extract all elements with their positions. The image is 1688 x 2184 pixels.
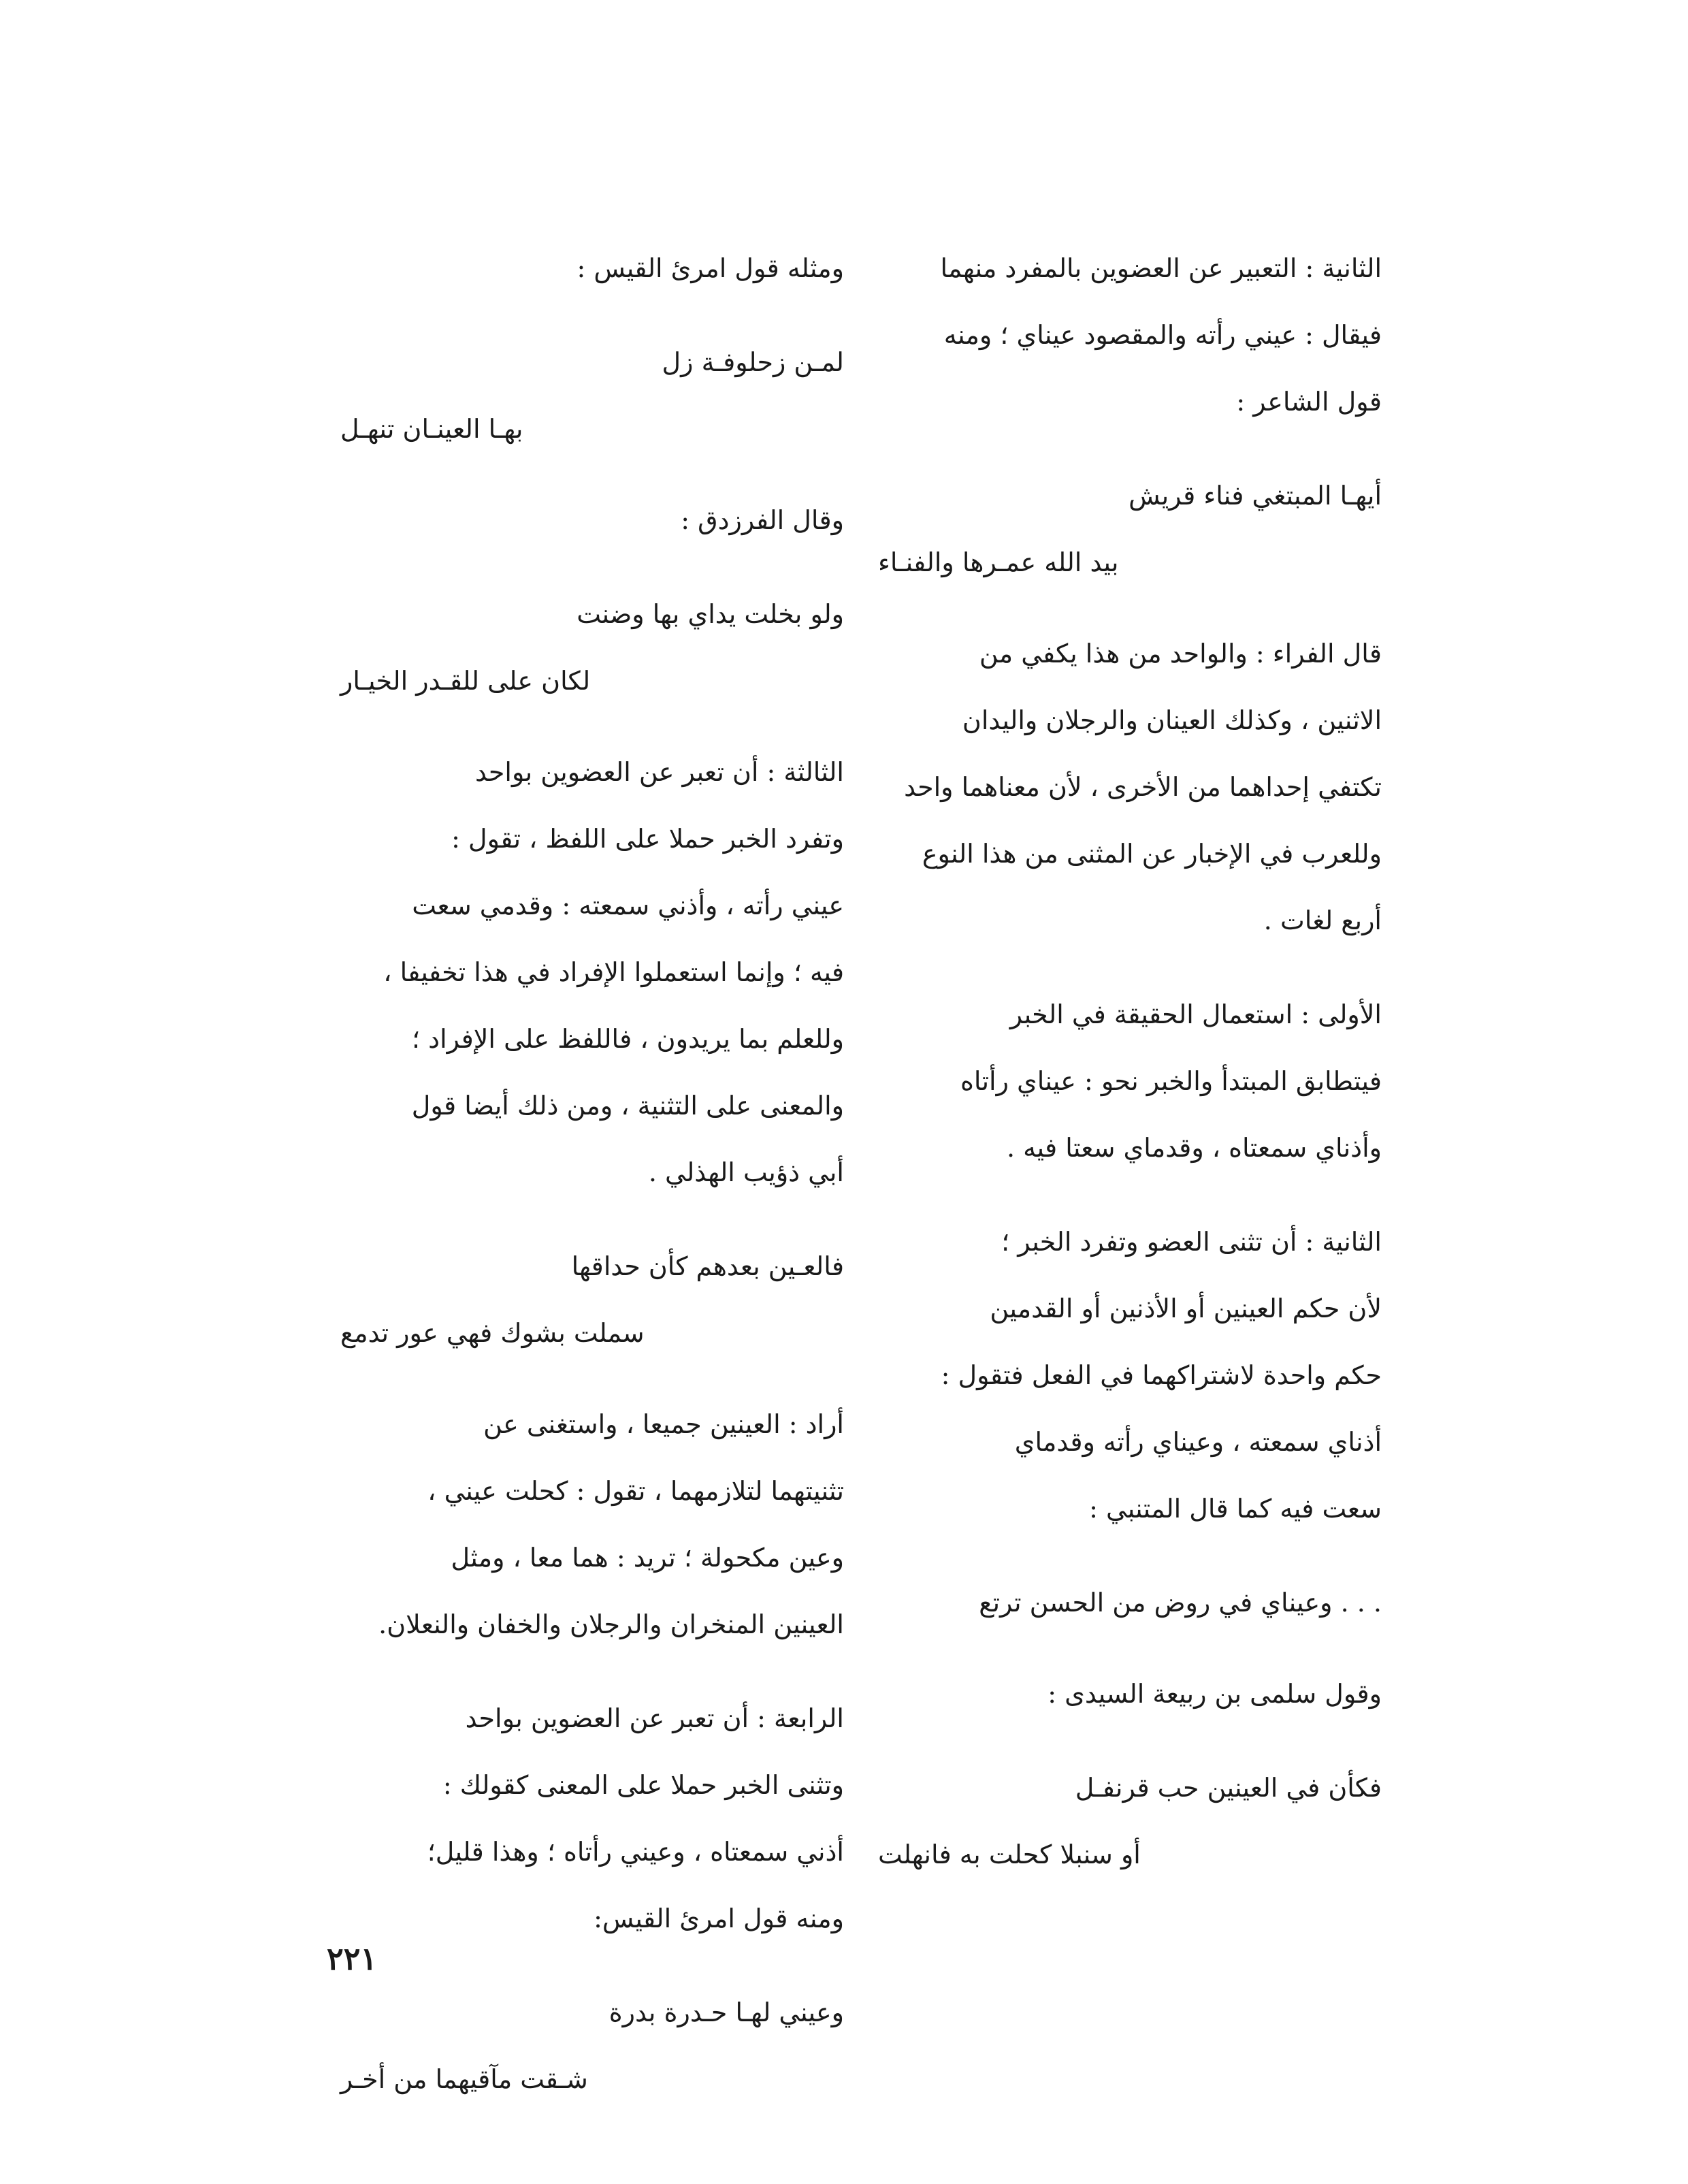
right-column bbox=[864, 235, 1382, 1912]
paragraph bbox=[864, 620, 1382, 954]
paragraph bbox=[864, 1660, 1382, 1727]
verse-second-hemistich: بهـا العينـان تنهـل bbox=[340, 414, 523, 444]
text-line: حكم واحدة لاشتراكهما في الفعل فتقول : bbox=[941, 1360, 1382, 1390]
text-line: سعت فيه كما قال المتنبي : bbox=[1089, 1494, 1382, 1524]
text-line: وقول سلمى بن ربيعة السيدى : bbox=[1048, 1679, 1382, 1709]
text-line: الاثنين ، وكذلك العينان والرجلان واليدان bbox=[962, 705, 1382, 735]
verse bbox=[327, 1979, 844, 2113]
verse bbox=[864, 462, 1382, 596]
text-line: العينين المنخران والرجلان والخفان والنعلان. bbox=[378, 1609, 844, 1639]
text-line: فيه ؛ وإنما استعملوا الإفراد في هذا تخفيفا ، bbox=[383, 957, 844, 987]
text-line: وتفرد الخبر حملا على اللفظ ، تقول : bbox=[451, 824, 844, 854]
verse-first-hemistich: ولو بخلت يداي بها وضنت bbox=[577, 599, 844, 629]
text-line: وقال الفرزدق : bbox=[681, 505, 844, 535]
text-line: تكتفي إحداهما من الأخرى ، لأن معناهما واحد bbox=[904, 772, 1382, 802]
text-line: فيتطابق المبتدأ والخبر نحو : عيناي رأتاه bbox=[960, 1066, 1382, 1096]
verse bbox=[327, 329, 844, 462]
verse bbox=[864, 1754, 1382, 1888]
text-line: وللعرب في الإخبار عن المثنى من هذا النوع bbox=[922, 839, 1382, 869]
text-line: تثنيتهما لتلازمهما ، تقول : كحلت عيني ، bbox=[427, 1476, 844, 1506]
page-number: ٢٢١ bbox=[327, 1940, 378, 1977]
paragraph bbox=[327, 739, 844, 1206]
verse bbox=[864, 1569, 1382, 1636]
verse-second-hemistich: بيد الله عمـرها والفنـاء bbox=[878, 547, 1119, 577]
text-line: قال الفراء : والواحد من هذا يكفي من bbox=[979, 639, 1382, 669]
verse bbox=[327, 1233, 844, 1366]
text-line: لأن حكم العينين أو الأذنين أو القدمين bbox=[990, 1294, 1382, 1323]
verse-second-hemistich: لكان على للقـدر الخيـار bbox=[340, 666, 591, 696]
verse-first-hemistich: فكأن في العينين حب قرنفـل bbox=[1075, 1773, 1382, 1803]
text-line: وعين مكحولة ؛ تريد : هما معا ، ومثل bbox=[451, 1543, 844, 1573]
paragraph bbox=[864, 235, 1382, 435]
text-line: عيني رأته ، وأذني سمعته : وقدمي سعت bbox=[412, 890, 844, 920]
text-line: أبي ذؤيب الهذلي . bbox=[648, 1157, 844, 1187]
text-line: أذني سمعتاه ، وعيني رأتاه ؛ وهذا قليل؛ bbox=[427, 1837, 844, 1867]
text-line: قول الشاعر : bbox=[1236, 387, 1382, 417]
paragraph bbox=[327, 1391, 844, 1658]
text-line: الثالثة : أن تعبر عن العضوين بواحد bbox=[474, 757, 844, 787]
verse-first-hemistich: فالعـين بعدهم كأن حداقها bbox=[571, 1251, 844, 1281]
text-line: وتثنى الخبر حملا على المعنى كقولك : bbox=[442, 1770, 844, 1800]
paragraph bbox=[327, 235, 844, 302]
paragraph bbox=[327, 1685, 844, 1952]
text-line: أذناي سمعته ، وعيناي رأته وقدماي bbox=[1014, 1427, 1382, 1457]
paragraph bbox=[864, 981, 1382, 1181]
text-line: الرابعة : أن تعبر عن العضوين بواحد bbox=[465, 1703, 844, 1733]
verse-first-hemistich: لمـن زحلوفـة زل bbox=[662, 347, 844, 377]
text-line: أربع لغات . bbox=[1263, 905, 1382, 935]
left-column bbox=[327, 235, 844, 2137]
verse-first-hemistich: وعيني لهـا حـدرة بدرة bbox=[608, 1997, 844, 2027]
verse bbox=[327, 581, 844, 714]
verse-second-hemistich: شـقت مآقيهما من أخـر bbox=[340, 2064, 588, 2094]
text-line: أراد : العينين جميعا ، واستغنى عن bbox=[483, 1409, 844, 1439]
text-line: الأولى : استعمال الحقيقة في الخبر bbox=[1009, 999, 1382, 1029]
verse-first-hemistich: أيهـا المبتغي فناء قريش bbox=[1129, 481, 1382, 511]
verse-second-hemistich: أو سنبلا كحلت به فانهلت bbox=[878, 1840, 1141, 1869]
text-line: فيقال : عيني رأته والمقصود عيناي ؛ ومنه bbox=[943, 320, 1382, 350]
text-line: الثانية : أن تثنى العضو وتفرد الخبر ؛ bbox=[1001, 1227, 1382, 1257]
paragraph bbox=[864, 1208, 1382, 1542]
verse-line: . . . وعيناي في روض من الحسن ترتع bbox=[979, 1588, 1382, 1618]
text-line: وللعلم بما يريدون ، فاللفظ على الإفراد ؛ bbox=[411, 1024, 844, 1054]
verse-second-hemistich: سملت بشوك فهي عور تدمع bbox=[340, 1318, 645, 1348]
paragraph bbox=[327, 487, 844, 553]
text-line: الثانية : التعبير عن العضوين بالمفرد منهما bbox=[940, 253, 1382, 283]
text-line: ومثله قول امرئ القيس : bbox=[577, 253, 844, 283]
text-line: والمعنى على التثنية ، ومن ذلك أيضا قول bbox=[411, 1091, 844, 1121]
text-line: وأذناي سمعتاه ، وقدماي سعتا فيه . bbox=[1007, 1133, 1382, 1163]
text-line: ومنه قول امرئ القيس: bbox=[594, 1904, 844, 1933]
